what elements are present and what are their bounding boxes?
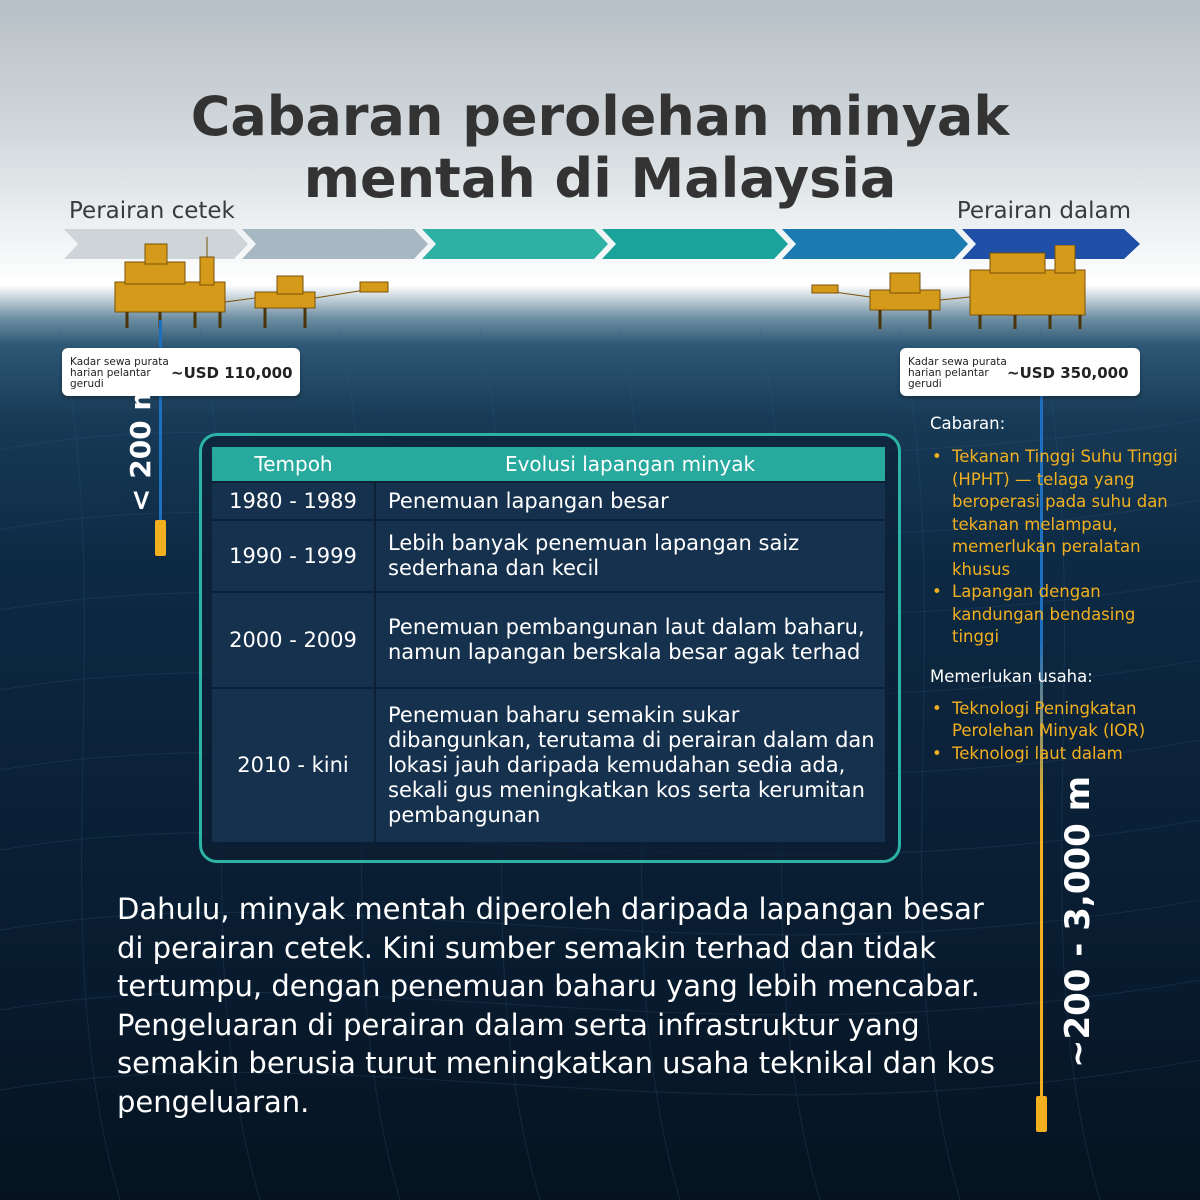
- bullet-icon: •: [932, 582, 942, 601]
- challenges-panel: [930, 414, 1182, 765]
- bullet-icon: •: [932, 447, 942, 466]
- shallow-drill-bit-icon: [155, 520, 166, 556]
- scale-segment: [602, 229, 788, 259]
- list-item: [930, 698, 1182, 743]
- requirements-heading: Memerlukan usaha:: [930, 666, 1093, 686]
- period-column-header: Tempoh: [212, 447, 375, 482]
- summary-paragraph: Dahulu, minyak mentah diperoleh daripada lapangan besar di perairan cetek. Kini sumber semakin terhad dan tidak tertumpu, dengan penemuan baharu yang lebih mencabar. Pengeluaran di perairan dalam serta infrastruktur yang semakin berusia turut meningkatkan usaha teknikal dan kos pengeluaran.: [117, 892, 995, 1119]
- period-cell: 1980 - 1989: [212, 482, 375, 520]
- shallow-platform-illustration: [105, 232, 405, 332]
- period-cell: 2000 - 2009: [212, 592, 375, 688]
- bullet-icon: •: [932, 743, 942, 763]
- deep-cost-value: ~USD 350,000: [1007, 364, 1129, 382]
- deep-cost-label: Kadar sewa purata harian pelantar gerudi: [908, 356, 1007, 390]
- description-cell: Penemuan lapangan besar: [375, 482, 885, 520]
- oil-field-evolution-table: [212, 447, 885, 842]
- deep-depth-label: ~200 - 3,000 m: [1058, 775, 1098, 1068]
- deep-water-label: Perairan dalam: [956, 198, 1131, 224]
- table-row: [212, 482, 885, 520]
- deep-cost-callout: [900, 348, 1140, 396]
- table-row: [212, 520, 885, 592]
- shallow-depth-label: < 200 m: [124, 381, 157, 512]
- challenges-list: [930, 446, 1182, 649]
- challenge-text: Tekanan Tinggi Suhu Tinggi (HPHT) — telaga yang beroperasi pada suhu dan tekanan melampau, memerlukan peralatan khusus: [952, 447, 1178, 579]
- evolution-column-header: Evolusi lapangan minyak: [375, 447, 885, 482]
- period-cell: 2010 - kini: [212, 688, 375, 842]
- deep-well-pipe-lower: [1040, 810, 1043, 1110]
- challenges-heading: Cabaran:: [930, 414, 1006, 433]
- list-item: [930, 446, 1182, 581]
- shallow-cost-label: Kadar sewa purata harian pelantar gerudi: [70, 356, 169, 390]
- deep-drill-bit-icon: [1036, 1096, 1047, 1132]
- title-line-2: mentah di Malaysia: [303, 147, 897, 210]
- description-cell: Lebih banyak penemuan lapangan saiz sederhana dan kecil: [375, 520, 885, 592]
- table-header-row: [212, 447, 885, 482]
- table-row: [212, 688, 885, 842]
- list-item: [930, 581, 1182, 649]
- requirements-list: [930, 698, 1182, 766]
- shallow-cost-callout: [62, 348, 300, 396]
- shallow-cost-value: ~USD 110,000: [171, 364, 293, 382]
- requirement-text: Teknologi laut dalam: [952, 743, 1123, 763]
- scale-segment: [422, 229, 608, 259]
- description-cell: Penemuan pembangunan laut dalam baharu, namun lapangan berskala besar agak terhad: [375, 592, 885, 688]
- requirement-text: Teknologi Peningkatan Perolehan Minyak (IOR): [952, 698, 1146, 740]
- challenge-text: Lapangan dengan kandungan bendasing tinggi: [952, 582, 1136, 646]
- period-cell: 1990 - 1999: [212, 520, 375, 592]
- table-row: [212, 592, 885, 688]
- bullet-icon: •: [932, 698, 942, 718]
- title-line-1: Cabaran perolehan minyak: [190, 85, 1010, 148]
- list-item: [930, 743, 1182, 766]
- shallow-water-label: Perairan cetek: [69, 198, 235, 224]
- description-cell: Penemuan baharu semakin sukar dibangunkan, terutama di perairan dalam dan lokasi jauh daripada kemudahan sedia ada, sekali gus meningkatkan kos serta kerumitan pembangunan: [375, 688, 885, 842]
- deep-platform-illustration: [800, 245, 1100, 330]
